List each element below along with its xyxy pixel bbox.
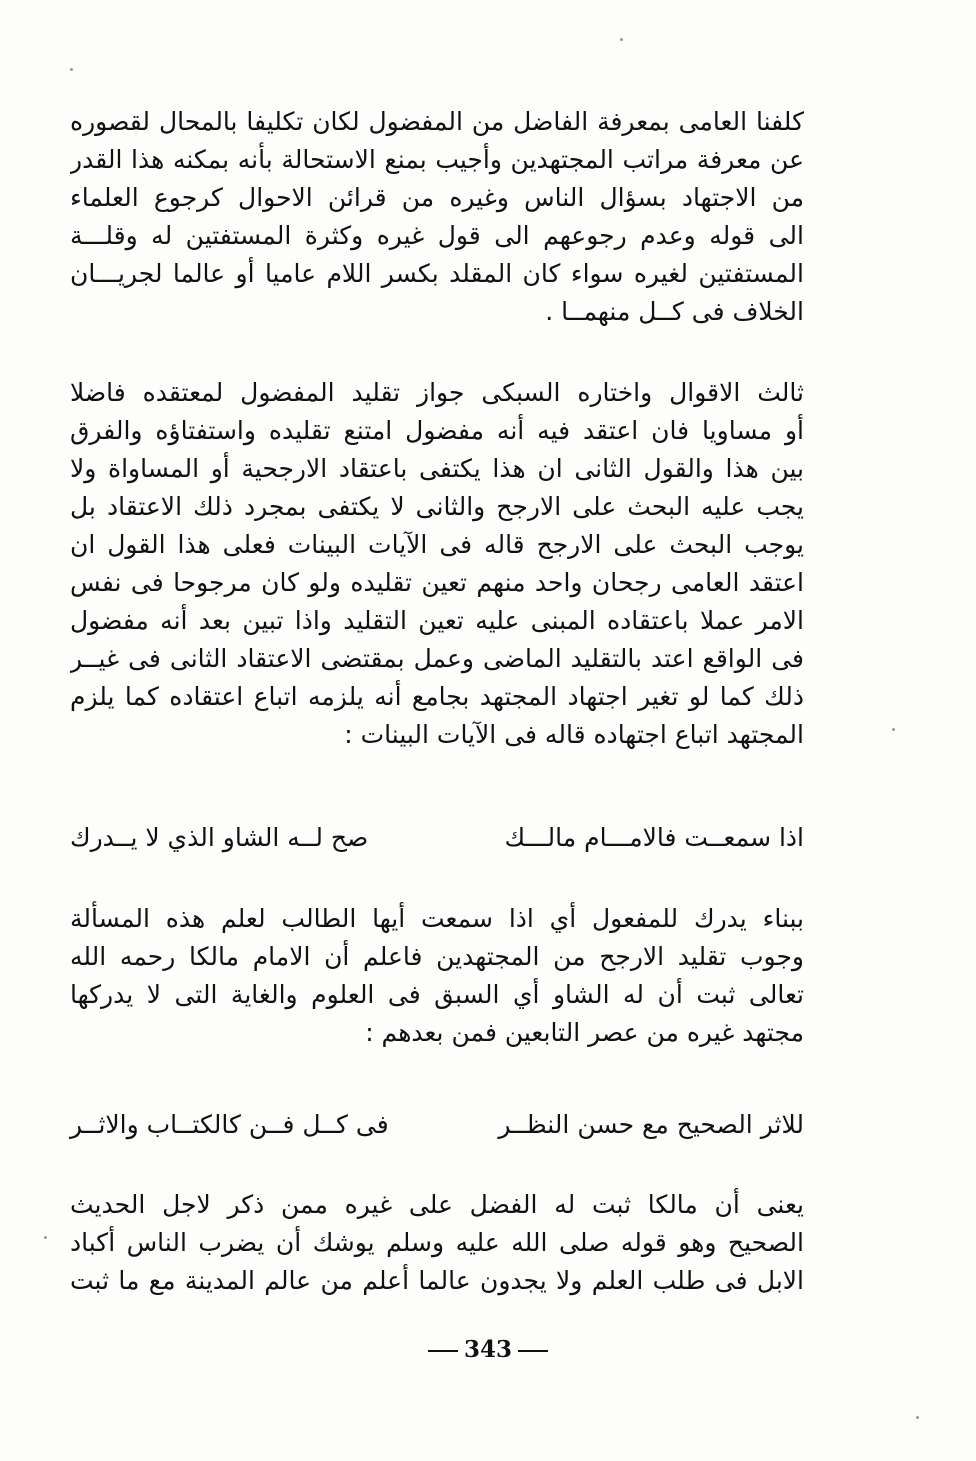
text-line: يوجب البحث على الارجح قاله فى الآيات البينات فعلى هذا القول ان (70, 530, 804, 559)
text-line: الصحيح وهو قوله صلى الله عليه وسلم يوشك أن يضرب الناس أكباد (70, 1228, 804, 1257)
text-line: بين هذا والقول الثانى ان هذا يكتفى باعتقاد الارجحية أو المساواة ولا (70, 454, 804, 483)
text-line: اعتقد العامى رجحان واحد منهم تعين تقليده ولو كان مرجوحا فى نفس (70, 568, 804, 597)
paragraph-2 (70, 374, 804, 754)
text-line: ذلك كما لو تغير اجتهاد المجتهد بجامع أنه يلزمه اتباع اعتقاده كما يلزم (70, 682, 804, 711)
verse-first-hemistich: اذا سمعــت فالامـــام مالـــك (504, 823, 804, 852)
page-number-value: 343 (463, 1336, 512, 1363)
scan-speck (892, 728, 895, 731)
paragraph-1 (70, 103, 804, 331)
paragraph-4 (70, 1186, 804, 1300)
text-line: وجوب تقليد الارجح من المجتهدين فاعلم أن الامام مالكا رحمه الله (70, 942, 804, 971)
text-line: ببناء يدرك للمفعول أي اذا سمعت أيها الطالب لعلم هذه المسألة (70, 904, 804, 933)
scan-speck (70, 68, 73, 71)
verse-second-hemistich: صح لــه الشاو الذي لا يــدرك (70, 823, 369, 852)
text-line: ثالث الاقوال واختاره السبكى جواز تقليد المفضول لمعتقده فاضلا (70, 378, 804, 407)
verse-1 (70, 818, 804, 858)
scan-speck (620, 38, 623, 41)
text-line: مجتهد غيره من عصر التابعين فمن بعدهم : (365, 1018, 804, 1047)
text-line: الابل فى طلب العلم ولا يجدون عالما أعلم من عالم المدينة مع ما ثبت (70, 1266, 804, 1295)
text-line: من الاجتهاد بسؤال الناس وغيره من قرائن الاحوال كرجوع العلماء (70, 183, 804, 212)
text-line: يجب عليه البحث على الارجح والثانى لا يكتفى بمجرد ذلك الاعتقاد بل (70, 492, 804, 521)
text-line: تعالى ثبت أن له الشاو أي السبق فى العلوم والغاية التى لا يدركها (70, 980, 804, 1009)
verse-second-hemistich: فى كــل فــن كالكتــاب والاثــر (70, 1110, 389, 1139)
dash-left (428, 1350, 458, 1352)
verse-2 (70, 1105, 804, 1145)
text-line: كلفنا العامى بمعرفة الفاضل من المفضول لكان تكليفا بالمحال لقصوره (70, 107, 804, 136)
text-line: الى قوله وعدم رجوعهم الى قول غيره وكثرة المستفتين له وقلـــة (70, 221, 804, 250)
scan-speck (916, 1416, 919, 1419)
text-line: يعنى أن مالكا ثبت له الفضل على غيره ممن ذكر لاجل الحديث (70, 1190, 804, 1219)
dash-right (518, 1350, 548, 1352)
text-line: الامر عملا باعتقاده المبنى عليه تعين التقليد واذا تبين بعد أنه مفضول (70, 606, 804, 635)
text-line: الخلاف فى كــل منهمــا . (545, 297, 804, 326)
paragraph-3 (70, 900, 804, 1052)
text-line: المجتهد اتباع اجتهاده قاله فى الآيات البينات : (344, 720, 804, 749)
text-line: فى الواقع اعتد بالتقليد الماضى وعمل بمقتضى الاعتقاد الثانى فى غيــر (70, 644, 804, 673)
text-line: المستفتين لغيره سواء كان المقلد بكسر اللام عاميا أو عالما لجريـــان (70, 259, 804, 288)
text-line: أو مساويا فان اعتقد فيه أنه مفضول امتنع تقليده واستفتاؤه والفرق (70, 416, 804, 445)
page-number (0, 1332, 976, 1368)
scan-speck (44, 1236, 47, 1239)
verse-first-hemistich: للاثر الصحيح مع حسن النظــر (498, 1110, 804, 1139)
text-line: عن معرفة مراتب المجتهدين وأجيب بمنع الاستحالة بأنه بمكنه هذا القدر (70, 145, 804, 174)
